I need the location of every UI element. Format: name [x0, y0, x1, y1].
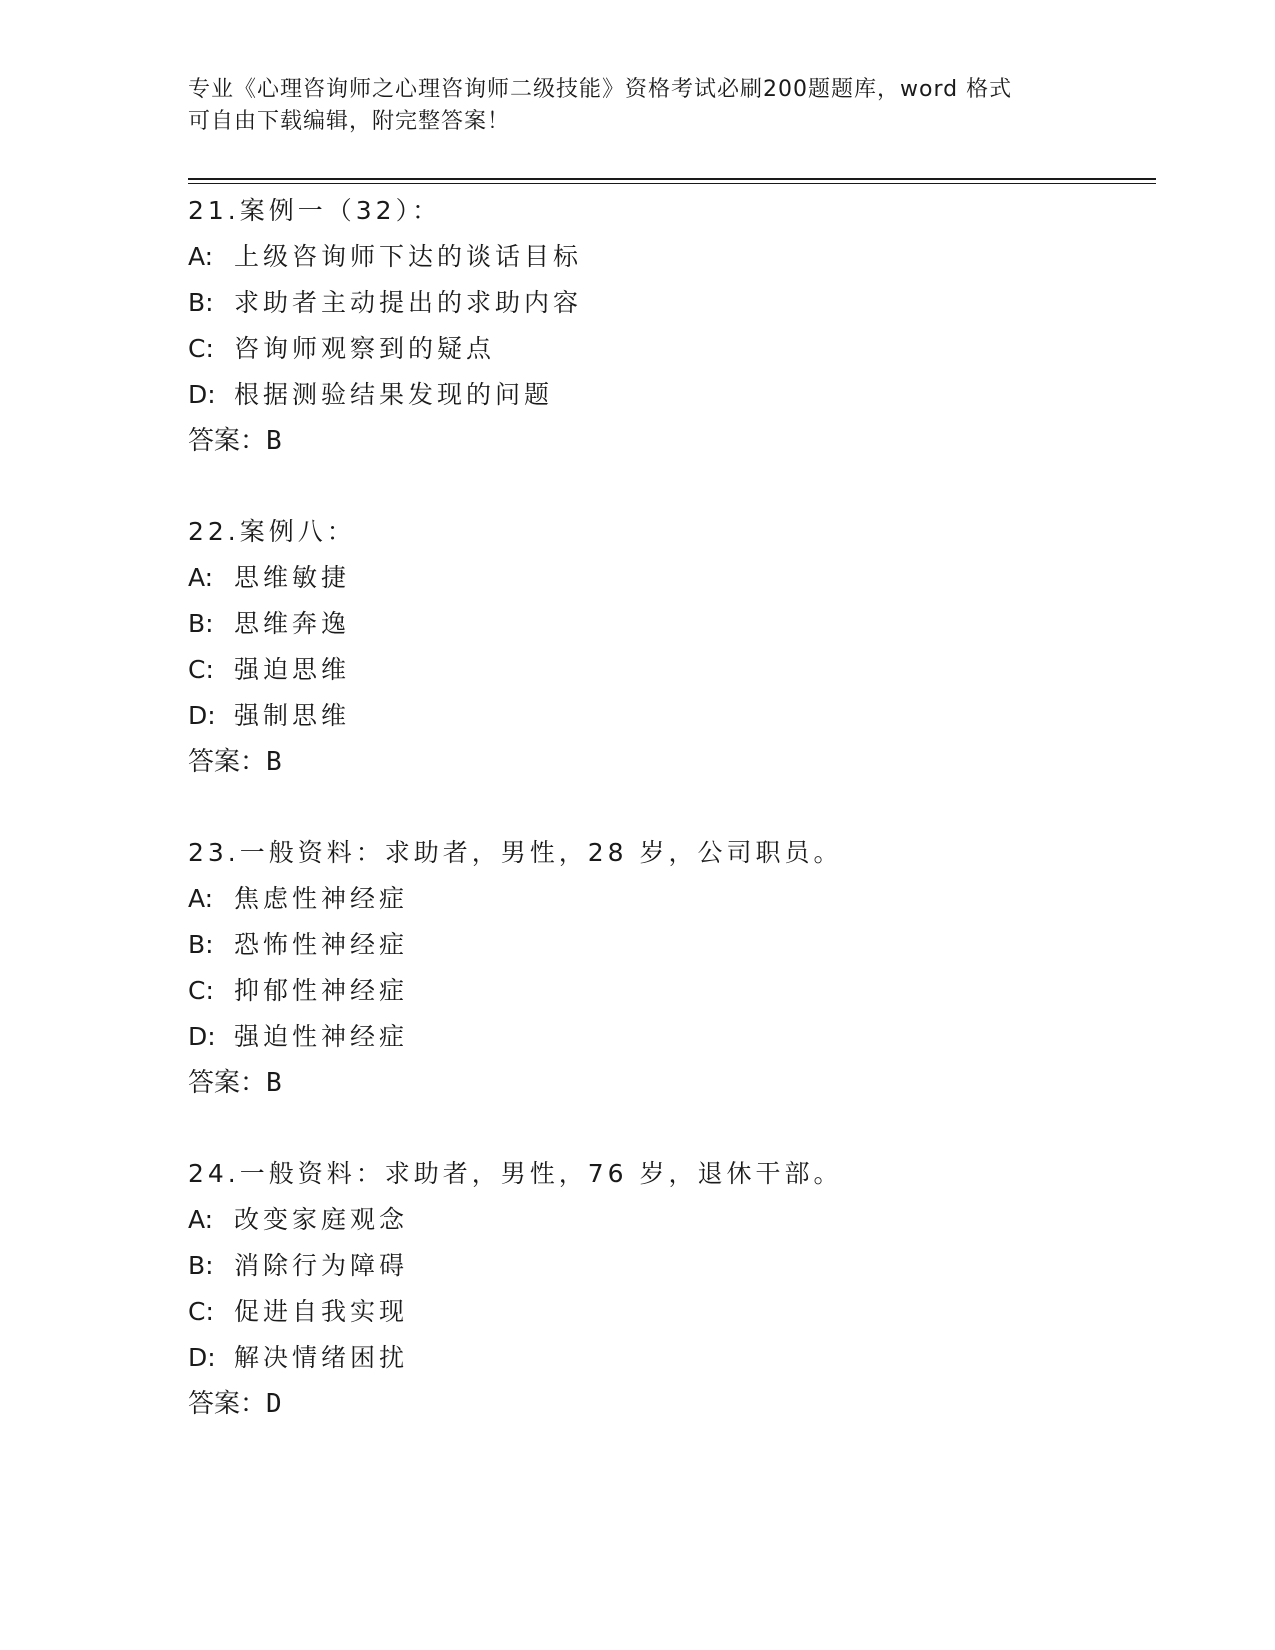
question-stem: 23.一般资料：求助者，男性，28 岁，公司职员。 — [188, 838, 843, 867]
question-stem: 21.案例一（32）： — [188, 196, 442, 225]
option-text: 咨询师观察到的疑点 — [234, 334, 496, 363]
question-21 — [188, 188, 1148, 509]
option-label: B: — [188, 1251, 214, 1280]
option-d — [188, 1335, 1148, 1381]
option-c — [188, 1289, 1148, 1335]
document-header — [188, 74, 1068, 138]
option-text: 促进自我实现 — [234, 1297, 409, 1326]
option-label: B: — [188, 288, 214, 317]
question-22 — [188, 509, 1148, 830]
option-label: D: — [188, 1343, 216, 1372]
answer-label: 答案： — [188, 1068, 267, 1098]
option-a — [188, 1197, 1148, 1243]
option-text: 改变家庭观念 — [234, 1205, 409, 1234]
option-text: 强迫性神经症 — [234, 1022, 409, 1051]
answer-label: 答案： — [188, 426, 267, 456]
option-label: B: — [188, 609, 214, 638]
question-list — [188, 188, 1148, 1472]
option-label: D: — [188, 1022, 216, 1051]
option-b — [188, 601, 1148, 647]
answer-label: 答案： — [188, 1389, 267, 1419]
option-text: 思维敏捷 — [234, 563, 351, 592]
option-text: 恐怖性神经症 — [234, 930, 409, 959]
answer-line — [188, 739, 1148, 785]
option-text: 强迫思维 — [234, 655, 351, 684]
question-23 — [188, 830, 1148, 1151]
answer-value: B — [266, 426, 282, 456]
option-label: A: — [188, 242, 214, 271]
option-d — [188, 1014, 1148, 1060]
option-label: D: — [188, 701, 216, 730]
option-label: A: — [188, 563, 214, 592]
question-stem: 24.一般资料：求助者，男性，76 岁，退休干部。 — [188, 1159, 843, 1188]
option-label: C: — [188, 1297, 214, 1326]
header-divider-thick — [188, 178, 1156, 180]
option-text: 思维奔逸 — [234, 609, 351, 638]
option-text: 求助者主动提出的求助内容 — [234, 288, 583, 317]
option-a — [188, 876, 1148, 922]
option-d — [188, 372, 1148, 418]
answer-value: B — [266, 747, 282, 777]
option-a — [188, 555, 1148, 601]
option-b — [188, 922, 1148, 968]
option-text: 上级咨询师下达的谈话目标 — [234, 242, 583, 271]
header-line-2: 可自由下载编辑，附完整答案！ — [188, 109, 511, 134]
option-label: A: — [188, 1205, 214, 1234]
option-text: 解决情绪困扰 — [234, 1343, 409, 1372]
answer-line — [188, 1060, 1148, 1106]
option-d — [188, 693, 1148, 739]
answer-label: 答案： — [188, 747, 267, 777]
answer-line — [188, 1381, 1148, 1427]
answer-value: D — [266, 1389, 282, 1419]
question-24 — [188, 1151, 1148, 1472]
option-label: D: — [188, 380, 216, 409]
option-a — [188, 234, 1148, 280]
answer-value: B — [266, 1068, 282, 1098]
answer-line — [188, 418, 1148, 464]
header-line-1: 专业《心理咨询师之心理咨询师二级技能》资格考试必刷200题题库，word 格式 — [188, 77, 1013, 102]
option-text: 强制思维 — [234, 701, 351, 730]
option-label: C: — [188, 976, 214, 1005]
option-label: C: — [188, 334, 214, 363]
option-b — [188, 280, 1148, 326]
option-label: C: — [188, 655, 214, 684]
option-c — [188, 647, 1148, 693]
option-text: 抑郁性神经症 — [234, 976, 409, 1005]
option-label: B: — [188, 930, 214, 959]
option-c — [188, 968, 1148, 1014]
option-label: A: — [188, 884, 214, 913]
header-divider-thin — [188, 183, 1156, 184]
option-c — [188, 326, 1148, 372]
option-text: 消除行为障碍 — [234, 1251, 409, 1280]
option-b — [188, 1243, 1148, 1289]
option-text: 焦虑性神经症 — [234, 884, 409, 913]
question-stem: 22.案例八： — [188, 517, 356, 546]
option-text: 根据测验结果发现的问题 — [234, 380, 554, 409]
